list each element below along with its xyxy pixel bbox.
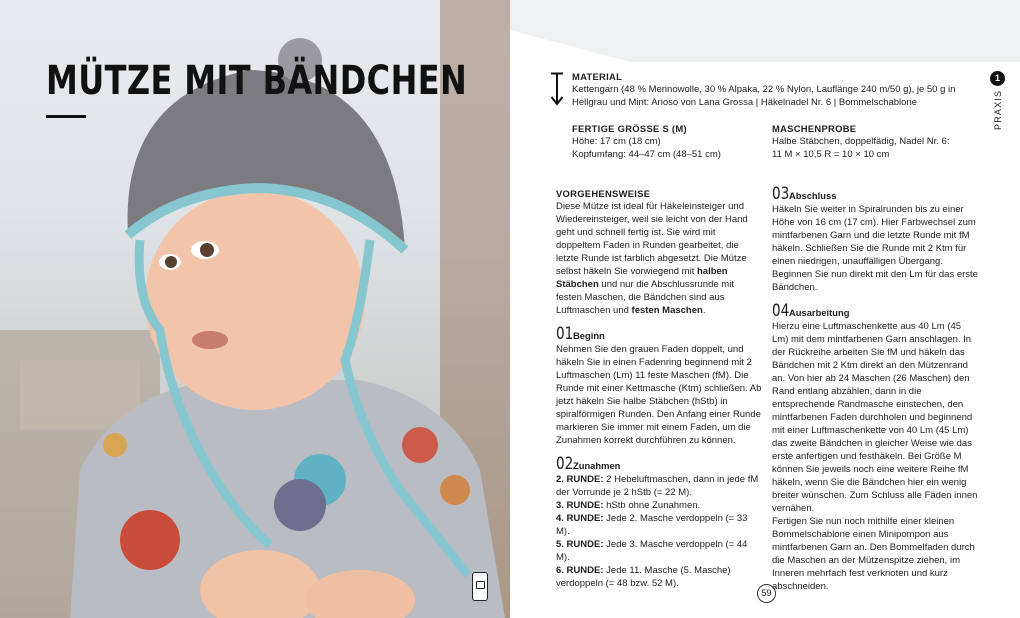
section-label: PRAXIS (993, 89, 1003, 130)
size-circumference: Kopfumfang: 44–47 cm (48–51 cm) (572, 149, 721, 160)
intro-heading: VORGEHENSWEISE (556, 188, 651, 199)
step-4-text: Hierzu eine Luftmaschenkette aus 40 Lm (45 Lm) mit dem mintfarbenen Garn anschlagen. In der Rückreihe arbeiten Sie fM und häkeln das Bändchen mit 2 Ktm direkt an den Mützenrand an. Von hier ab 24 Maschen (26 Maschen) den Rand entlang abzählen, dann in die entsprechende Randmasche einstechen, den mintfarbenen Faden durchholen und beginnend mit einer Luftmaschenkette von 40 Lm (45 Lm) das zweite Bändchen in gleicher Weise wie das erste anfertigen und festhäkeln. Bei Größe M können Sie jeweils noch eine weitere Reihe fM häkeln, wenn Sie die Bändchen hier ein wenig breiter wünschen. Zum Schluss alle Fäden innen vernähen. (772, 321, 978, 514)
step-1-number: 01 (556, 324, 574, 344)
section-marker: 1 (990, 71, 1005, 86)
arrow-down-icon (550, 72, 564, 106)
step-3-title: Abschluss (789, 190, 837, 201)
step-3 (772, 185, 978, 294)
step-1-text: Nehmen Sie den grauen Faden doppelt, und häkeln Sie in einen Fadenring beginnend mit 2 Luftmaschen (Lm) 11 feste Maschen (fM). Die Runde mit einer Kettmasche (Ktm) schließen. Ab jetzt häkeln Sie halbe Stäbchen (hStb) in spiralförmigen Runden. Den Anfang einer Runde markieren Sie immer mit einem Faden, um die Zunahmen korrekt durchführen zu können. (556, 344, 762, 446)
round-5: 5. RUNDE: Jede 3. Masche verdoppeln (= 44 M). (556, 539, 748, 563)
step-3-number: 03 (772, 184, 790, 204)
phone-camera-icon (472, 572, 488, 601)
column-right (772, 181, 978, 601)
size-section (572, 122, 762, 161)
step-2-title: Zunahmen (573, 460, 621, 471)
gauge-section (772, 122, 972, 161)
gauge-stitch: Halbe Stäbchen, doppelfädig, Nadel Nr. 6: (772, 136, 950, 147)
step-4-title: Ausarbeitung (789, 307, 850, 318)
round-3: 3. RUNDE: hStb ohne Zunahmen. (556, 500, 701, 511)
page-title: MÜTZE MIT BÄNDCHEN (46, 58, 468, 104)
step-2 (556, 455, 762, 590)
material-section (572, 70, 972, 109)
round-2: 2. RUNDE: 2 Hebeluftmaschen, dann in jede fM der Vorrunde je 2 hStb (= 22 M). (556, 474, 759, 498)
step-4 (772, 302, 978, 593)
size-heading: FERTIGE GRÖSSE S (M) (572, 123, 687, 134)
size-height: Höhe: 17 cm (18 cm) (572, 136, 661, 147)
material-heading: MATERIAL (572, 71, 623, 82)
page-number: 59 (757, 584, 776, 603)
gauge-heading: MASCHENPROBE (772, 123, 857, 134)
instructions-page (510, 0, 1020, 618)
round-4: 4. RUNDE: Jede 2. Masche verdoppeln (= 33 M). (556, 513, 748, 537)
column-left (556, 187, 762, 598)
title-underline (46, 115, 86, 118)
step-3-text: Häkeln Sie weiter in Spiralrunden bis zu einer Höhe von 16 cm (17 cm). Hier Farbwechsel zum mintfarbenen Garn und die letzte Runde mit fM häkeln. Schließen Sie die Runde mit 2 Ktm für einen niedrigen, unauffälligen Übergang. Beginnen Sie nun direkt mit den Lm für das erste Bändchen. (772, 204, 978, 293)
step-2-number: 02 (556, 454, 574, 474)
step-1-title: Beginn (573, 330, 605, 341)
step-4-text-pompom: Fertigen Sie nun noch mithilfe einer kleinen Bommelschablone einen Minipompon aus mintfarbenen Garn an. Den Bommelfaden durch die Maschen an der Mützenspitze ziehen, im Inneren mehrfach fest verknoten und kurz abschneiden. (772, 516, 975, 592)
material-text: Kettengarn (48 % Merinowolle, 30 % Alpaka, 22 % Nylon, Lauflänge 240 m/50 g), je 50 g in Hellgrau und Mint: Arioso von Lana Grossa | Häkelnadel Nr. 6 | Bommelschablone (572, 84, 956, 108)
intro-section (556, 187, 762, 317)
gauge-count: 11 M × 10,5 R = 10 × 10 cm (772, 149, 890, 160)
step-4-number: 04 (772, 301, 790, 321)
intro-text: Diese Mütze ist ideal für Häkeleinsteiger und Wiedereinsteiger, weil sie leicht von der Hand geht und schnell fertig ist. Sie wird mit doppeltem Faden in Runden gearbeitet, die letzte Runde ist farblich abgesetzt. Die Mütze selbst häkeln Sie vorwiegend mit halben Stäbchen und nur die Abschlussrunde mit festen Maschen, die Bändchen sind aus Luftmaschen und festen Maschen. (556, 201, 748, 316)
round-6: 6. RUNDE: Jede 11. Masche (5. Masche) verdoppeln (= 48 bzw. 52 M). (556, 565, 731, 589)
step-1 (556, 325, 762, 447)
